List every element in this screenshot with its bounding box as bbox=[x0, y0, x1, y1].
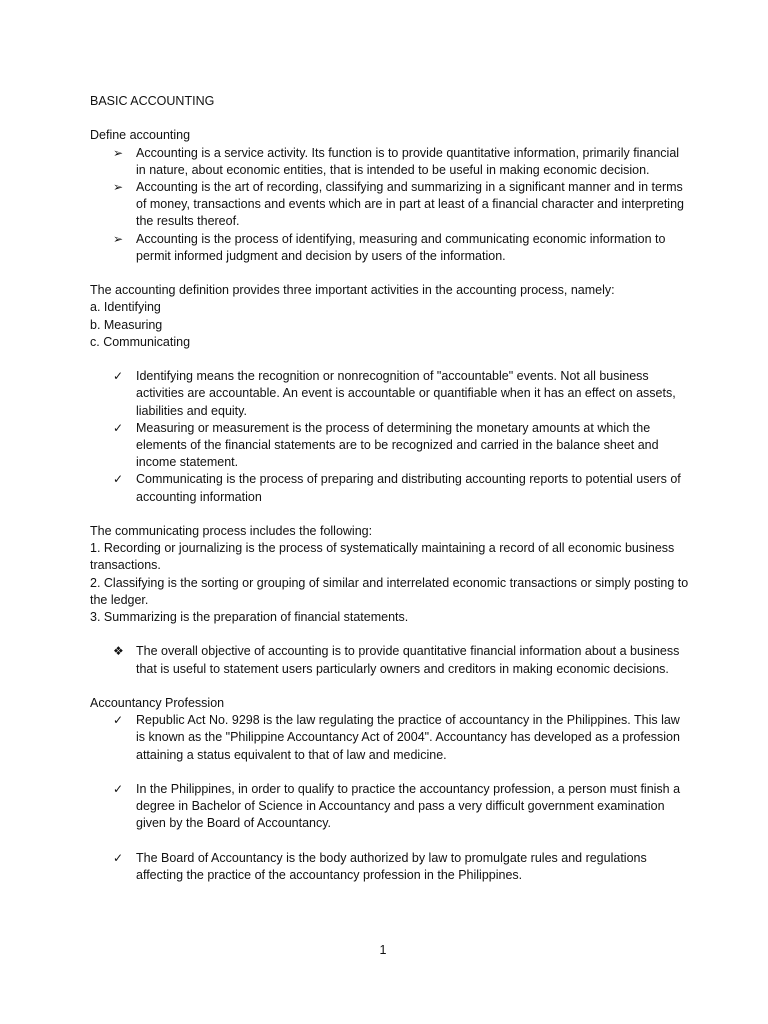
definition-text: Accounting is a service activity. Its function is to provide quantitative information, primarily financial in nature, about economic entities, that is intended to be useful in making economic decision. bbox=[136, 145, 680, 177]
diamond-bullet-icon: ❖ bbox=[113, 644, 124, 659]
document-title: BASIC ACCOUNTING bbox=[90, 94, 215, 108]
list-item bbox=[90, 850, 690, 884]
profession-list bbox=[90, 781, 690, 833]
definition-text: Accounting is the process of identifying, measuring and communicating economic information to permit informed judgment and decision by users of the information. bbox=[136, 231, 666, 263]
profession-point-text: Republic Act No. 9298 is the law regulating the practice of accountancy in the Philippines. This law is known as the "Philippine Accountancy Act of 2004". Accountancy has developed as a profession attaining a status equivalent to that of law and medicine. bbox=[136, 713, 680, 762]
activity-detail-text: Communicating is the process of preparing and distributing accounting reports to potential users of accounting information bbox=[136, 472, 681, 504]
list-item bbox=[90, 420, 690, 472]
activity-details-list bbox=[90, 368, 690, 506]
check-bullet-icon: ✓ bbox=[113, 369, 124, 384]
definitions-list bbox=[90, 145, 690, 265]
profession-list bbox=[90, 712, 690, 764]
profession-point-text: The Board of Accountancy is the body authorized by law to promulgate rules and regulations affecting the practice of the accountancy profession in the Philippines. bbox=[136, 850, 647, 883]
list-item bbox=[90, 781, 690, 833]
document-body bbox=[90, 93, 690, 884]
page-number bbox=[0, 943, 768, 957]
profession-list bbox=[90, 850, 690, 884]
objective-list bbox=[90, 643, 690, 677]
objective-text: The overall objective of accounting is to provide quantitative financial information about a business that is useful to statement users particularly owners and creditors in making economic decisions. bbox=[136, 644, 680, 676]
communicating-intro: The communicating process includes the following: bbox=[90, 524, 373, 539]
activities-intro: The accounting definition provides three important activities in the accounting process, namely: bbox=[90, 283, 615, 298]
profession-point-text: In the Philippines, in order to qualify to practice the accountancy profession, a person must finish a degree in Bachelor of Science in Accountancy and pass a very difficult government examination given by the Board of Accountancy. bbox=[136, 782, 681, 831]
definition-text: Accounting is the art of recording, classifying and summarizing in a significant manner and in terms of money, transactions and events which are in part at least of a financial character and interpreting the results thereof. bbox=[136, 180, 684, 229]
arrow-bullet-icon: ➢ bbox=[113, 180, 124, 194]
check-bullet-icon: ✓ bbox=[113, 472, 124, 487]
define-heading: Define accounting bbox=[90, 128, 191, 143]
arrow-bullet-icon: ➢ bbox=[113, 231, 124, 246]
activity-detail-text: Measuring or measurement is the process of determining the monetary amounts at which the elements of the financial statements are to be recognized and carried in the balance sheet and income statement. bbox=[136, 420, 659, 470]
list-item bbox=[90, 231, 690, 265]
check-bullet-icon: ✓ bbox=[113, 850, 124, 865]
list-item bbox=[90, 643, 690, 677]
page-number-text: 1 bbox=[379, 943, 387, 957]
activity-item: c. Communicating bbox=[90, 334, 191, 349]
check-bullet-icon: ✓ bbox=[113, 782, 124, 797]
activity-item: a. Identifying bbox=[90, 300, 161, 315]
profession-heading: Accountancy Profession bbox=[90, 696, 225, 711]
check-bullet-icon: ✓ bbox=[113, 713, 124, 728]
list-item bbox=[90, 145, 690, 179]
activity-detail-text: Identifying means the recognition or nonrecognition of "accountable" events. Not all business activities are accountable. An event is accountable or quantifiable when it has an effect on assets, liabilities and equity. bbox=[136, 369, 676, 418]
list-item bbox=[90, 712, 690, 764]
list-item bbox=[90, 179, 690, 231]
arrow-bullet-icon: ➢ bbox=[113, 145, 124, 160]
activity-item: b. Measuring bbox=[90, 317, 163, 332]
communicating-step: 2. Classifying is the sorting or grouping of similar and interrelated economic transactions or simply posting to the ledger. bbox=[90, 575, 689, 607]
list-item bbox=[90, 471, 690, 505]
list-item bbox=[90, 368, 690, 420]
communicating-step: 1. Recording or journalizing is the process of systematically maintaining a record of all economic business transactions. bbox=[90, 541, 675, 573]
check-bullet-icon: ✓ bbox=[113, 420, 124, 435]
communicating-step: 3. Summarizing is the preparation of financial statements. bbox=[90, 610, 409, 625]
